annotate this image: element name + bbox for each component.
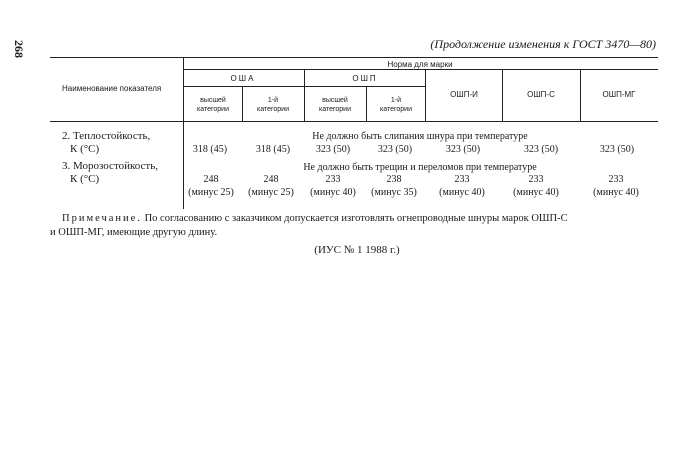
- column-header-oshp-mg: ОШП-МГ: [602, 90, 636, 99]
- column-divider: [304, 69, 305, 121]
- table-cell: 323 (50): [445, 144, 481, 155]
- table-cell: 238 (минус 35): [371, 174, 417, 198]
- row-label: 3. Морозостойкость, К (°С): [62, 160, 159, 185]
- table-cell: 323 (50): [523, 144, 559, 155]
- table-cell: 323 (50): [315, 144, 351, 155]
- header-bottom-rule: [50, 121, 658, 122]
- subcolumn-header: высшей категории: [319, 97, 351, 113]
- note: [62, 212, 568, 226]
- table-cell: 318 (45): [255, 144, 291, 155]
- table-cell: 233 (минус 40): [439, 174, 485, 198]
- running-header: (Продолжение изменения к ГОСТ 3470—80): [430, 37, 656, 51]
- table-cell: 233 (минус 40): [310, 174, 356, 198]
- table-cell: 233 (минус 40): [513, 174, 559, 198]
- row-label: 2. Теплостойкость, К (°С): [62, 130, 151, 155]
- subcolumn-header: 1-й категории: [380, 97, 412, 113]
- column-divider: [502, 69, 503, 121]
- subcolumn-header: высшей категории: [197, 97, 229, 113]
- ius-reference: (ИУС № 1 1988 г.): [314, 244, 400, 256]
- note-continuation: и ОШП-МГ, имеющие другую длину.: [50, 227, 218, 238]
- norm-header-rule: [183, 69, 658, 70]
- table-cell: 248 (минус 25): [188, 174, 234, 198]
- group-header-osha: ОША: [230, 74, 256, 83]
- table-cell: 323 (50): [599, 144, 635, 155]
- row-condition: Не должно быть слипания шнура при температуре: [312, 131, 528, 142]
- page-number: 268: [12, 40, 26, 58]
- group-header-oshp: ОШП: [352, 74, 378, 83]
- column-divider: [183, 57, 184, 209]
- top-rule: [50, 57, 658, 58]
- column-header-oshp-s: ОШП-С: [527, 90, 555, 99]
- note-title: Примечание.: [62, 213, 142, 224]
- table-cell: 233 (минус 40): [593, 174, 639, 198]
- column-divider: [242, 86, 243, 121]
- table-cell: 323 (50): [377, 144, 413, 155]
- column-divider: [425, 69, 426, 121]
- table-cell: 248 (минус 25): [248, 174, 294, 198]
- column-header-oshp-i: ОШП-И: [450, 90, 478, 99]
- note-text: По согласованию с заказчиком допускается изготовлять огнепроводные шнуры марок ОШП-С: [144, 213, 568, 224]
- column-header-name: Наименование показателя: [62, 84, 162, 93]
- table-cell: 318 (45): [192, 144, 228, 155]
- subcolumn-header: 1-й категории: [257, 97, 289, 113]
- column-divider: [366, 86, 367, 121]
- column-header-norm: Норма для марки: [387, 60, 453, 69]
- row-condition: Не должно быть трещин и переломов при температуре: [303, 162, 537, 173]
- column-divider: [580, 69, 581, 121]
